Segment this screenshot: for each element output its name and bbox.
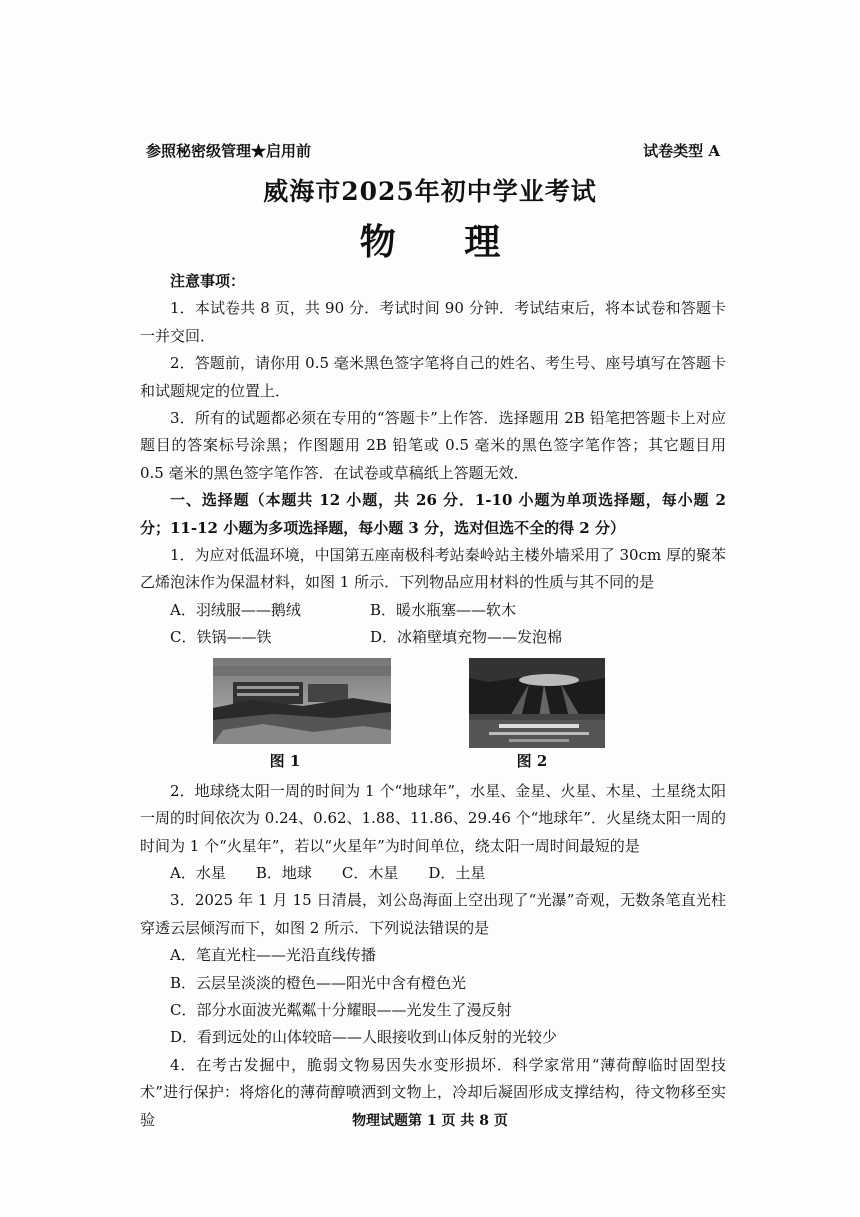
question-2-options bbox=[140, 860, 726, 887]
figures-row bbox=[140, 658, 726, 774]
question-4-stem: 4．在考古发掘中，脆弱文物易因失水变形损坏．科学家常用“薄荷醇临时固型技术”进行保护：将熔化的薄荷醇喷洒到文物上，冷却后凝固形成支撑结构，待文物移至实验 bbox=[140, 1055, 726, 1129]
question-2-option-d: D．土星 bbox=[428, 863, 486, 882]
question-1-stem: 1．为应对低温环境，中国第五座南极科考站秦岭站主楼外墙采用了 30cm 厚的聚苯乙烯泡沫作为保温材料，如图 1 所示．下列物品应用材料的性质与其不同的是 bbox=[140, 546, 726, 592]
question-2-stem: 2．地球绕太阳一周的时间为 1 个“地球年”，水星、金星、火星、木星、土星绕太阳一周的时间依次为 0.24、0.62、1.88、11.86、29.46 个“地球年”．火星绕太阳一周的时间为 1 个“火星年”，若以“火星年”为时间单位，绕太阳一周时间最短的是 bbox=[140, 781, 726, 855]
figure-1-caption: 图 1 bbox=[269, 751, 301, 770]
notes-heading: 注意事项： bbox=[170, 272, 246, 290]
light-waterfall-photo bbox=[469, 658, 605, 748]
note-item-3: 3．所有的试题都必须在专用的“答题卡”上作答．选择题用 2B 铅笔把答题卡上对应题目的答案标号涂黑；作图题用 2B 铅笔或 0.5 毫米的黑色签字笔作答；其它题目用 0.5 毫米的黑色签字笔作答．在试卷或草稿纸上答题无效． bbox=[140, 409, 726, 482]
question-1-option-a: A．羽绒服——鹅绒 bbox=[170, 600, 301, 619]
question-1-options-row-2 bbox=[140, 624, 726, 651]
question-2-option-c: C．木星 bbox=[341, 863, 399, 882]
antarctic-station-photo bbox=[213, 658, 391, 744]
section-heading: 一、选择题（本题共 12 小题，共 26 分．1-10 小题为单项选择题，每小题 2 分；11-12 小题为多项选择题，每小题 3 分，选对但选不全的得 2 分） bbox=[140, 491, 726, 537]
figure-1 bbox=[213, 658, 391, 744]
question-3-option-c: C．部分水面波光粼粼十分耀眼——光发生了漫反射 bbox=[170, 1000, 512, 1019]
question-3-option-a: A．笔直光柱——光沿直线传播 bbox=[170, 946, 376, 965]
question-3-option-b: B．云层呈淡淡的橙色——阳光中含有橙色光 bbox=[170, 973, 467, 992]
subject-title: 物 理 bbox=[359, 221, 529, 263]
question-2-option-b: B．地球 bbox=[255, 863, 312, 882]
note-item-1: 1．本试卷共 8 页，共 90 分．考试时间 90 分钟．考试结束后，将本试卷和答题卡一并交回． bbox=[140, 299, 726, 345]
question-3-stem: 3．2025 年 1 月 15 日清晨，刘公岛海面上空出现了“光瀑”奇观，无数条笔直光柱穿透云层倾泻而下，如图 2 所示．下列说法错误的是 bbox=[140, 891, 726, 937]
note-item-2: 2．答题前，请你用 0.5 毫米黑色签字笔将自己的姓名、考生号、座号填写在答题卡和试题规定的位置上． bbox=[140, 354, 726, 400]
question-3-option-d: D．看到远处的山体较暗——人眼接收到山体反射的光较少 bbox=[170, 1028, 558, 1047]
figure-2-caption: 图 2 bbox=[516, 751, 548, 770]
figure-2 bbox=[469, 658, 605, 748]
exam-title: 威海市2025年初中学业考试 bbox=[263, 177, 597, 206]
question-1-option-c: C．铁锅——铁 bbox=[170, 628, 272, 647]
question-2-option-a: A．水星 bbox=[170, 863, 226, 882]
question-1-options-row-1 bbox=[140, 597, 726, 624]
page-footer: 物理试题第 1 页 共 8 页 bbox=[352, 1113, 508, 1129]
exam-content bbox=[140, 268, 726, 1134]
question-1-option-d: D．冰箱壁填充物——发泡棉 bbox=[370, 628, 563, 647]
confidential-label: 参照秘密级管理★启用前 bbox=[146, 142, 312, 160]
paper-type-label: 试卷类型 A bbox=[643, 142, 720, 160]
question-1-option-b: B．暖水瓶塞——软木 bbox=[370, 600, 517, 619]
